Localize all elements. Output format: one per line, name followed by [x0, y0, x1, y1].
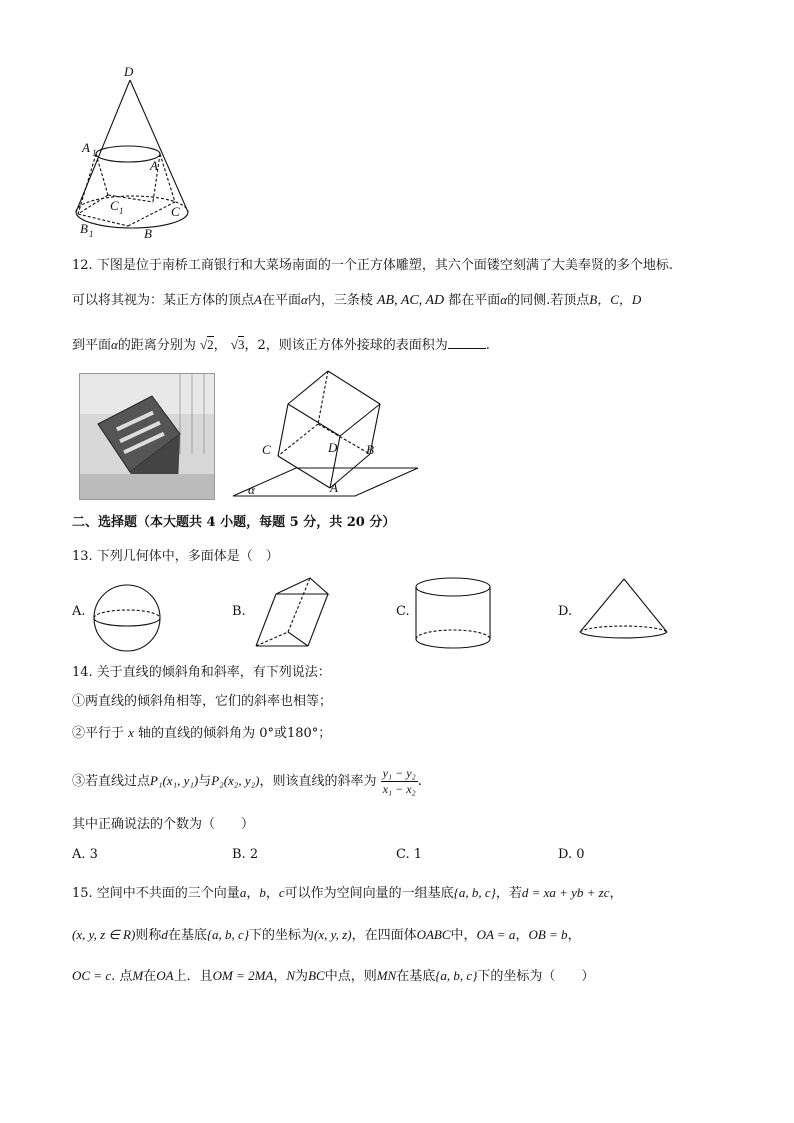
answer-blank — [448, 336, 486, 349]
label-B1-sub: 1 — [89, 229, 94, 239]
frustum-base-edge-3 — [128, 202, 175, 226]
d-expression: d = xa + yb + zc — [521, 885, 610, 900]
point-P2: P₂(x₂, y₂) — [211, 773, 260, 788]
q13-stem: 13. 下列几何体中，多面体是（ ） — [72, 549, 279, 564]
q15-line3: OC = c. 点M在OA上．且OM = 2MA，N为BC中点，则MN在基底{a, b, c}下的坐标为（ ） — [72, 968, 595, 984]
q12-number: 12. — [72, 258, 93, 273]
MN-vector: MN — [376, 968, 397, 983]
label-A: A — [150, 158, 158, 173]
sqrt3: √3 — [230, 337, 245, 352]
q13-option-d[interactable]: D. — [558, 604, 573, 619]
cube-on-plane-figure — [228, 366, 423, 501]
cube-label-A: A — [330, 480, 338, 495]
section2-heading: 二、选择题（本大题共 4 小题，每题 5 分，共 20 分） — [72, 515, 396, 530]
q14-option-a[interactable]: A. 3 — [72, 847, 98, 862]
q15-line1: 15. 空间中不共面的三个向量a，b，c可以作为空间向量的一组基底{a, b, c}，若d = xa + yb + zc， — [72, 885, 623, 901]
sqrt2: √2 — [200, 337, 214, 352]
label-C1: C — [110, 198, 119, 213]
q14-ask: 其中正确说法的个数为（ ） — [72, 817, 255, 832]
q12-line2: 可以将其视为：某正方体的顶点A在平面α内，三条棱 AB, AC, AD 都在平面α的同侧.若顶点B，C，D — [72, 292, 642, 308]
label-A1-sub: 1 — [92, 148, 97, 158]
cube-label-D: D — [328, 440, 338, 455]
cone-figure — [576, 576, 670, 646]
q14-statement-2: ②平行于 x 轴的直线的倾斜角为 0°或180°； — [72, 725, 332, 741]
OB-eq: OB = b — [528, 927, 568, 942]
q13-option-b[interactable]: B. — [232, 604, 246, 619]
plane-label-alpha: α — [248, 482, 255, 497]
basis-set: {a, b, c} — [453, 885, 496, 900]
q14-statement-3: ③若直线过点P₁(x₁, y₁)与P₂(x₂, y₂)，则该直线的斜率为 $\frac{\text{y₁ − y₂}}{\text{x₁ − x₂}}$ . — [72, 766, 422, 796]
q14-option-d[interactable]: D. 0 — [558, 847, 585, 862]
q12-line1 — [72, 257, 673, 275]
q12-text1: 下图是位于南桥工商银行和大菜场南面的一个正方体雕塑，其六个面镂空刻满了大美奉贤的多个地标. — [96, 258, 673, 273]
slope-fraction: $\frac{\text{y₁ − y₂}}{\text{x₁ − x₂}}$ — [382, 766, 416, 796]
label-C1-sub: 1 — [119, 206, 124, 216]
q15-line2: (x, y, z ∈ R)则称d在基底{a, b, c}下的坐标为(x, y, z)，在四面体OABC中，OA = a，OB = b， — [72, 927, 581, 943]
label-B1: B — [80, 221, 88, 236]
OC-eq: OC = c — [72, 968, 112, 983]
label-D: D — [124, 64, 134, 79]
frustum-edge-3 — [78, 154, 96, 214]
label-A1: A — [82, 140, 90, 155]
cone-frustum-figure — [68, 62, 198, 242]
q14-option-b[interactable]: B. 2 — [232, 847, 259, 862]
q12-edges: AB, AC, AD — [376, 293, 445, 308]
q14-stem: 14. 关于直线的倾斜角和斜率，有下列说法： — [72, 665, 331, 680]
q13-option-c[interactable]: C. — [396, 604, 410, 619]
q14-statement-1: ①两直线的倾斜角相等，它们的斜率也相等； — [72, 694, 333, 709]
OA-eq: OA = a — [476, 927, 516, 942]
q12-line3: 到平面α的距离分别为 √2， √3，2，则该正方体外接球的表面积为 . — [72, 337, 490, 353]
cube-label-B: B — [366, 442, 374, 457]
label-C: C — [171, 204, 180, 219]
sphere-figure — [90, 582, 164, 654]
prism-figure — [252, 574, 332, 652]
sculpture-photo — [79, 373, 215, 500]
cube-label-C: C — [262, 442, 271, 457]
point-P1: P₁(x₁, y₁) — [150, 773, 199, 788]
q13-option-a[interactable]: A. — [72, 604, 86, 619]
cylinder-figure — [412, 575, 494, 653]
plane-alpha — [233, 468, 418, 496]
OM-eq: OM = 2MA — [212, 968, 274, 983]
q14-option-c[interactable]: C. 1 — [396, 847, 423, 862]
label-B: B — [144, 226, 152, 241]
